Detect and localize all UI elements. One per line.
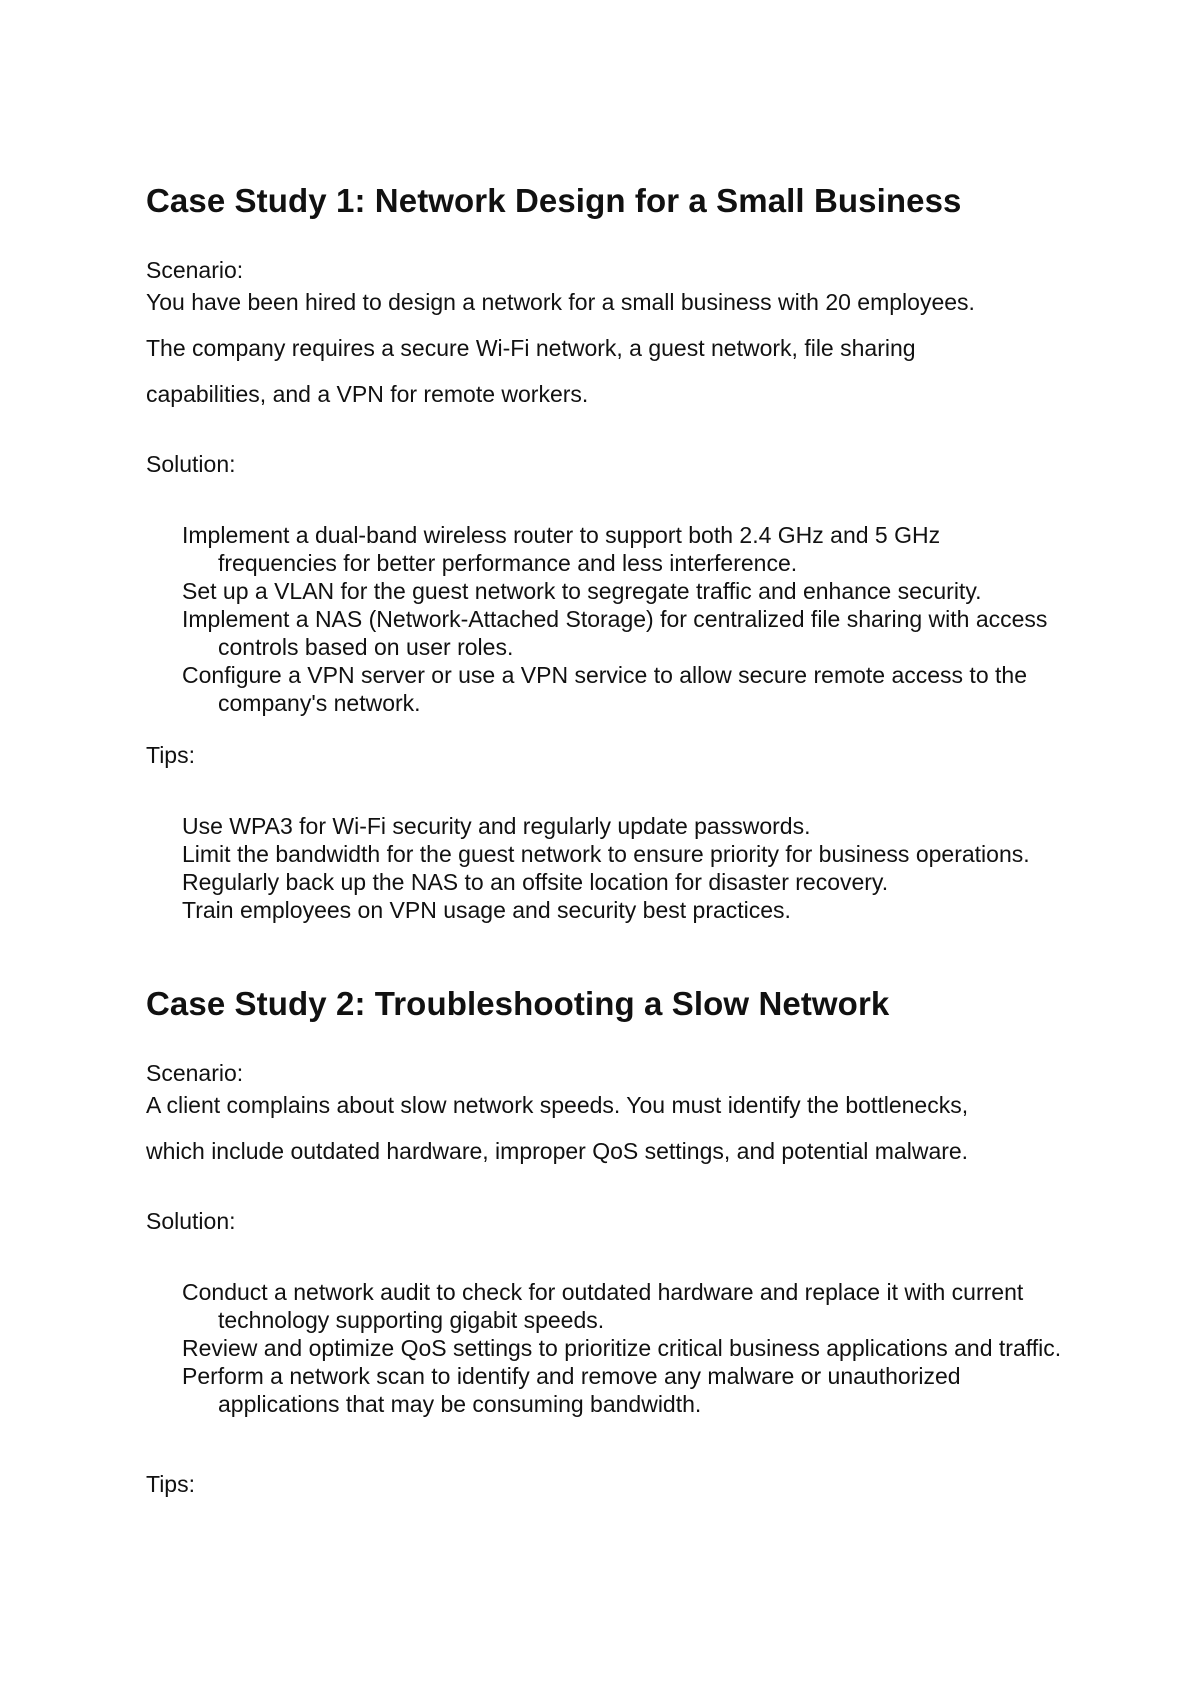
case1-solution-list: [182, 521, 1062, 717]
list-item: Implement a dual-band wireless router to support both 2.4 GHz and 5 GHz frequencies for better performance and less interference.: [182, 522, 941, 576]
case2-scenario-line-1: A client complains about slow network speeds. You must identify the bottlenecks,: [146, 1092, 969, 1118]
case1-scenario-line-3: capabilities, and a VPN for remote workers.: [146, 381, 589, 407]
case1-scenario-line-2: The company requires a secure Wi-Fi network, a guest network, file sharing: [146, 335, 916, 361]
list-item: Configure a VPN server or use a VPN service to allow secure remote access to the company's network.: [182, 662, 1027, 716]
list-item: Train employees on VPN usage and security best practices.: [182, 897, 791, 923]
case1-solution-label: Solution:: [146, 451, 236, 477]
list-item: Regularly back up the NAS to an offsite location for disaster recovery.: [182, 869, 889, 895]
case2-solution-list: [182, 1278, 1062, 1418]
list-item: Conduct a network audit to check for outdated hardware and replace it with current technology supporting gigabit speeds.: [182, 1279, 1024, 1333]
case1-tips-list: [182, 812, 1062, 924]
case2-scenario-line-2: which include outdated hardware, improper QoS settings, and potential malware.: [146, 1138, 969, 1164]
case1-scenario-label: Scenario:: [146, 257, 244, 283]
list-item: Use WPA3 for Wi-Fi security and regularly update passwords.: [182, 813, 811, 839]
case1-tips-label: Tips:: [146, 742, 195, 768]
case2-tips-label: Tips:: [146, 1471, 195, 1497]
list-item: Perform a network scan to identify and remove any malware or unauthorized applications that may be consuming bandwidth.: [182, 1363, 961, 1417]
list-item: Review and optimize QoS settings to prioritize critical business applications and traffic.: [182, 1335, 1062, 1361]
list-item: Implement a NAS (Network-Attached Storage) for centralized file sharing with access controls based on user roles.: [182, 606, 1048, 660]
list-item: Set up a VLAN for the guest network to segregate traffic and enhance security.: [182, 578, 982, 604]
case2-title: Case Study 2: Troubleshooting a Slow Network: [146, 985, 890, 1022]
case1-scenario-line-1: You have been hired to design a network for a small business with 20 employees.: [146, 289, 975, 315]
case2-scenario-label: Scenario:: [146, 1060, 244, 1086]
case1-title: Case Study 1: Network Design for a Small Business: [146, 182, 962, 219]
list-item: Limit the bandwidth for the guest network to ensure priority for business operations.: [182, 841, 1030, 867]
case2-solution-label: Solution:: [146, 1208, 236, 1234]
